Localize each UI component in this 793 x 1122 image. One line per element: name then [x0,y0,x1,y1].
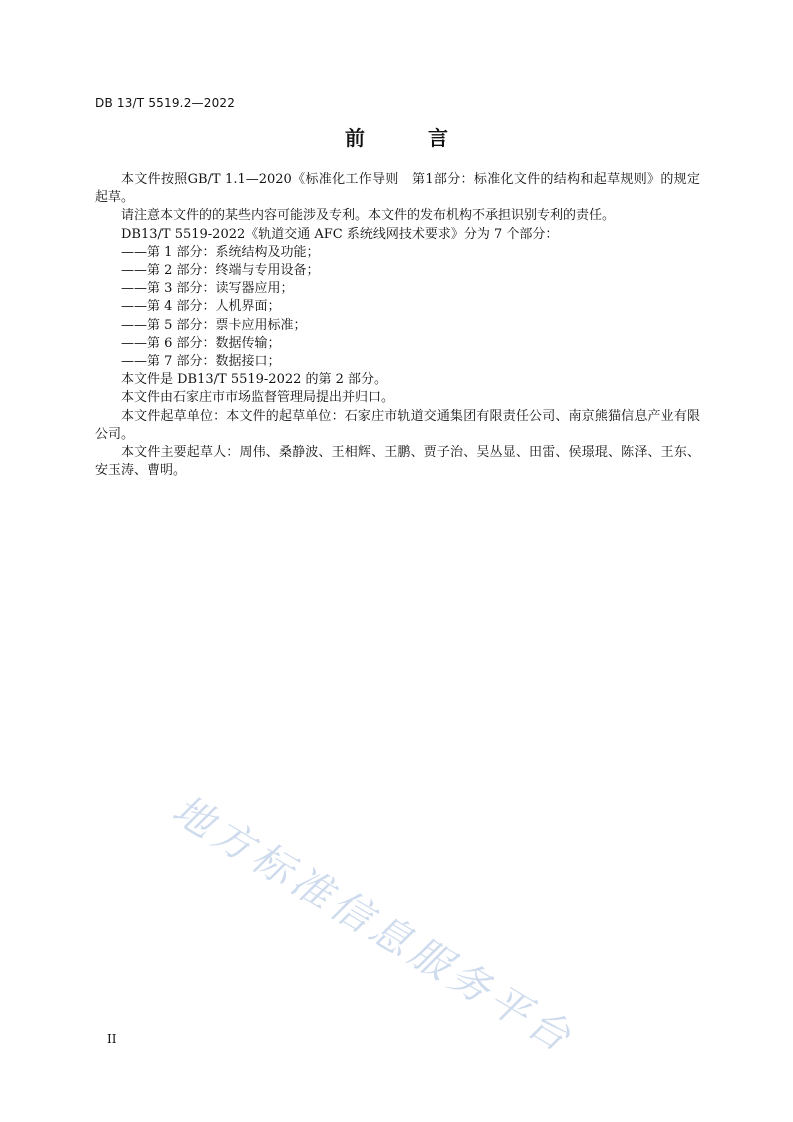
page-number: II [107,1032,117,1046]
document-code: DB 13/T 5519.2—2022 [95,96,236,110]
paragraph-patent-notice: 请注意本文件的的某些内容可能涉及专利。本文件的发布机构不承担识别专利的责任。 [121,208,616,224]
paragraph-part-number: 本文件是 DB13/T 5519-2022 的第 2 部分。 [121,372,388,388]
list-item: ——第 1 部分：系统结构及功能； [121,244,320,260]
watermark: 地方标准信息服务平台 [164,786,583,1064]
foreword-body [95,171,700,480]
list-item: ——第 2 部分：终端与专用设备； [121,263,320,279]
list-item: ——第 3 部分：读写器应用； [121,281,294,297]
list-item: ——第 4 部分：人机界面； [121,299,281,315]
paragraph-proposer: 本文件由石家庄市市场监督管理局提出并归口。 [121,390,395,406]
paragraph-drafters: 本文件主要起草人：周伟、桑静波、王相辉、王鹏、贾子治、吴丛显、田雷、侯璟琨、陈泽、王东、安玉涛、曹明。 [95,445,700,479]
page-title: 前 言 [345,126,476,150]
parts-list [95,244,700,371]
list-item: ——第 5 部分：票卡应用标准； [121,317,307,333]
paragraph-drafting-rules: 本文件按照GB/T 1.1—2020《标准化工作导则 第1部分：标准化文件的结构和起草规则》的规定起草。 [95,172,700,206]
paragraph-drafting-units: 本文件起草单位：本文件的起草单位：石家庄市轨道交通集团有限责任公司、南京熊猫信息产业有限公司。 [95,408,700,442]
list-item: ——第 6 部分：数据传输； [121,335,281,351]
list-item: ——第 7 部分：数据接口； [121,354,281,370]
paragraph-parts-intro: DB13/T 5519-2022《轨道交通 AFC 系统线网技术要求》分为 7 个部分： [121,226,559,242]
